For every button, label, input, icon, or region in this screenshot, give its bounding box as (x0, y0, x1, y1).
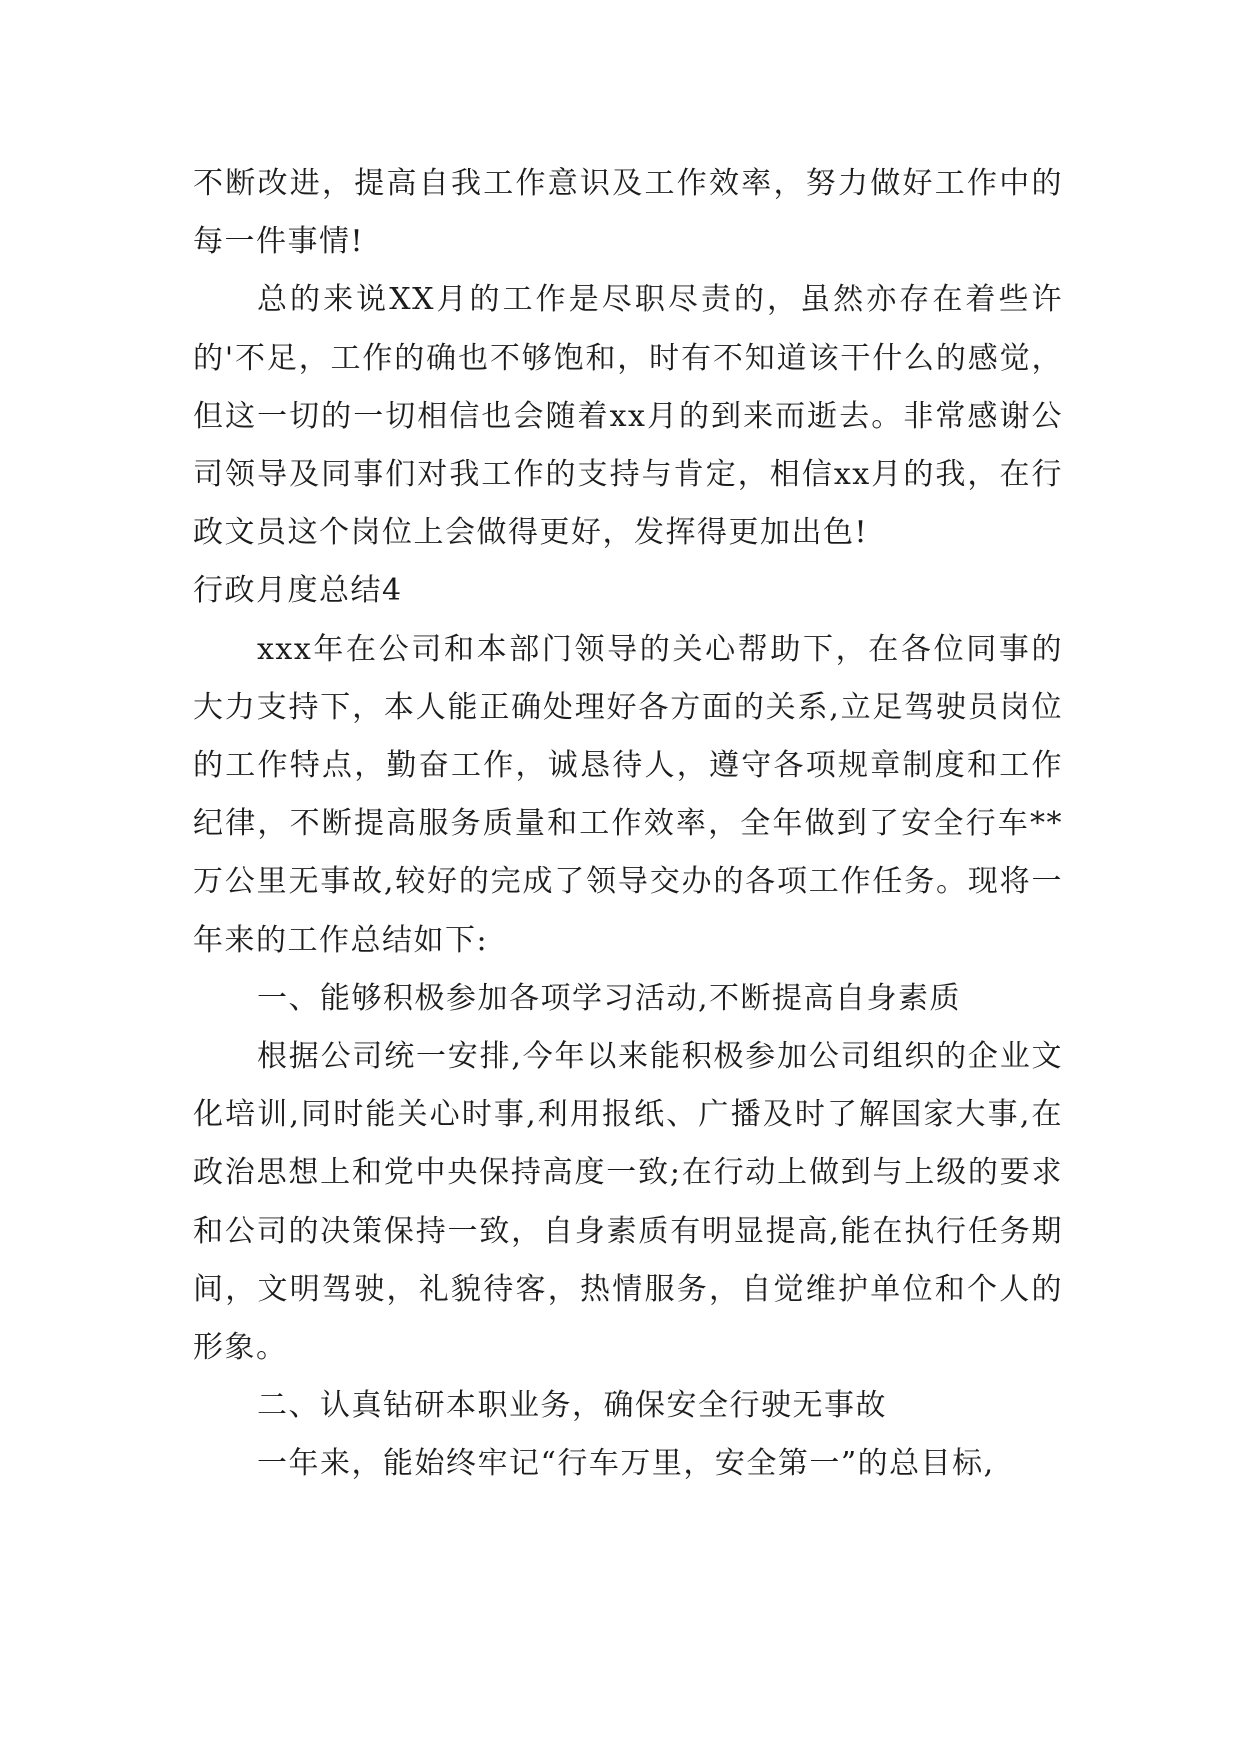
subheading-safety: 二、认真钻研本职业务，确保安全行驶无事故 (257, 1388, 887, 1424)
paragraph-safety: 一年来，能始终牢记“行车万里，安全第一”的总目标, (257, 1446, 995, 1482)
paragraph-summary: 总的来说XX月的工作是尽职尽责的，虽然亦存在着些许的'不足，工作的确也不够饱和，时有不知道该干什么的感觉，但这一切的一切相信也会随着xx月的到来而逝去。非常感谢公司领导及同事们对我工作的支持与肯定，相信xx月的我，在行政文员这个岗位上会做得更好，发挥得更加出色! (193, 282, 1063, 551)
paragraph-intro: xxx年在公司和本部门领导的关心帮助下，在各位同事的大力支持下，本人能正确处理好各方面的关系,立足驾驶员岗位的工作特点，勤奋工作，诚恳待人，遵守各项规章制度和工作纪律，不断提高服务质量和工作效率，全年做到了安全行车**万公里无事故,较好的完成了领导交办的各项工作任务。现将一年来的工作总结如下: (193, 631, 1063, 958)
section-heading: 行政月度总结4 (193, 573, 403, 609)
subheading-study: 一、能够积极参加各项学习活动,不断提高自身素质 (257, 980, 962, 1016)
paragraph-continuation: 不断改进，提高自我工作意识及工作效率，努力做好工作中的每一件事情! (193, 166, 1063, 260)
document-body (193, 155, 1063, 1494)
paragraph-study: 根据公司统一安排,今年以来能积极参加公司组织的企业文化培训,同时能关心时事,利用报纸、广播及时了解国家大事,在政治思想上和党中央保持高度一致;在行动上做到与上级的要求和公司的决策保持一致，自身素质有明显提高,能在执行任务期间，文明驾驶，礼貌待客，热情服务，自觉维护单位和个人的形象。 (193, 1039, 1063, 1366)
